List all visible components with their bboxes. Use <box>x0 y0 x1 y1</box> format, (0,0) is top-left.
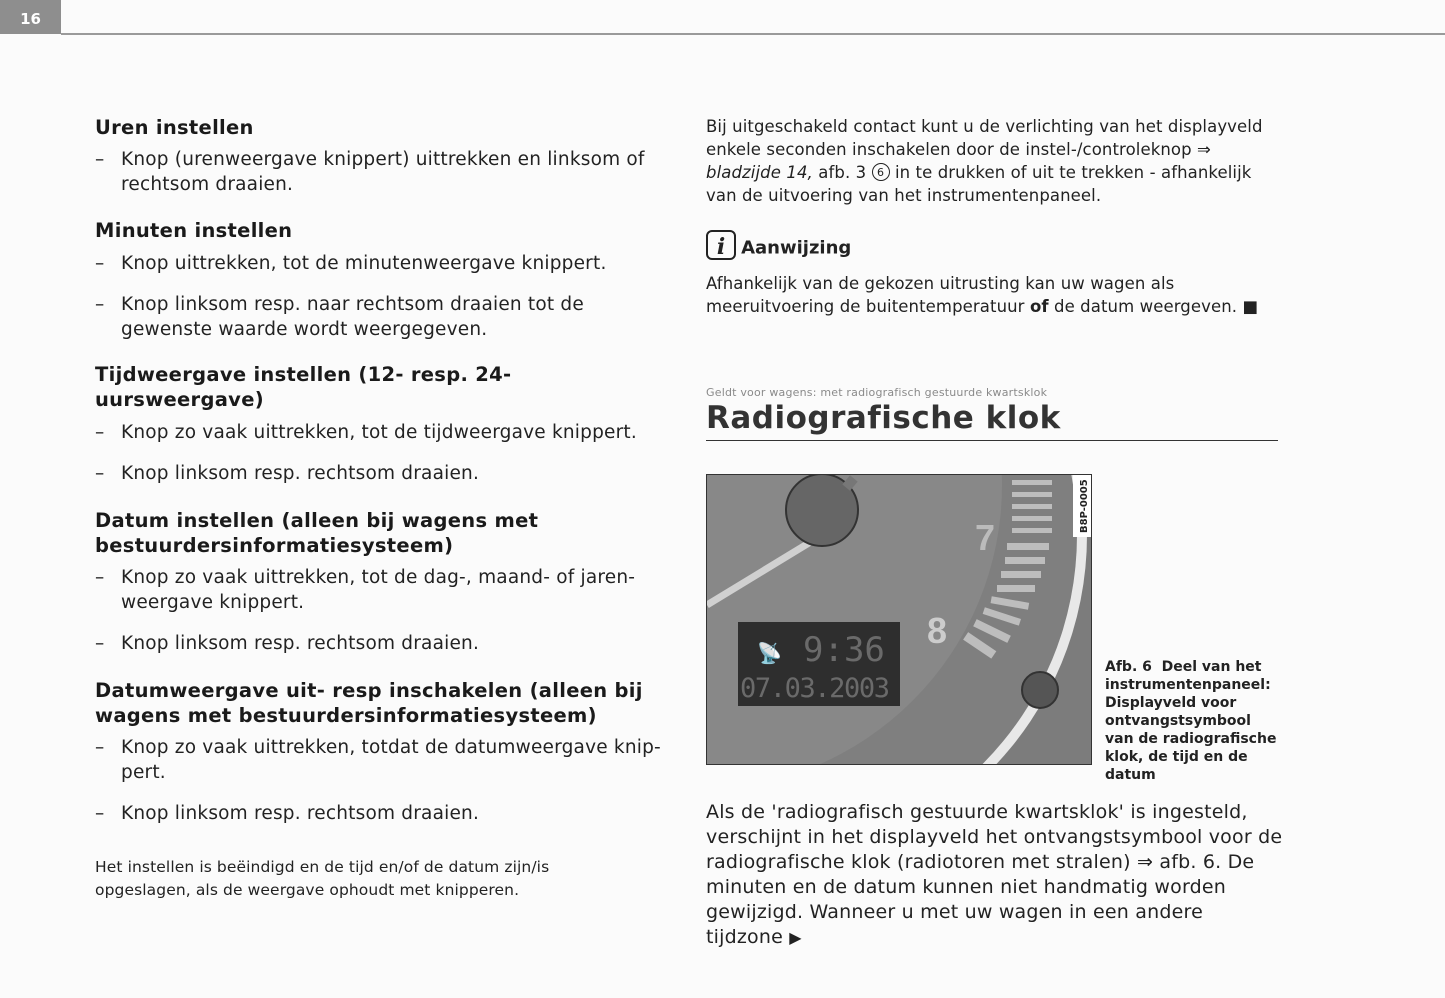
applies-to: Geldt voor wagens: met radiografisch gestuurde kwartsklok <box>706 386 1048 399</box>
footnote: Het instellen is beëindigd en de tijd en/of de datum zijn/is opgeslagen, als de weergave ophoudt met knipperen. <box>95 858 550 899</box>
header-rule <box>61 33 1445 35</box>
info-icon: i <box>706 230 736 260</box>
figure-caption: Afb. 6 Deel van het instrumentenpaneel: Displayveld voor ontvangstsymbool van de radiografische klok, de tijd en de datum <box>1105 659 1277 783</box>
gauge-number-8: 8 <box>927 610 948 651</box>
continue-arrow-icon: ▶ <box>789 928 802 947</box>
list-item: – Knop linksom resp. rechtsom draaien. <box>95 803 480 824</box>
note-text: Afhankelijk van de gekozen uitrusting kan uw wagen als meeruitvoering de buitentemperatuur of de datum weergeven. ■ <box>706 274 1259 316</box>
section-title: Radiografische klok <box>706 400 1061 436</box>
list-item: – Knop uittrekken, tot de minutenweergave knippert. <box>95 253 607 274</box>
list-item: – Knop zo vaak uittrekken, tot de dag-, maand- of jaren-weergave knippert. <box>95 567 636 613</box>
heading-datum: Datum instellen (alleen bij wagens met bestuurdersinformatiesysteem) <box>95 509 539 557</box>
list-item: – Knop zo vaak uittrekken, totdat de datumweergave knip-pert. <box>95 737 661 783</box>
body-paragraph: Als de 'radiografisch gestuurde kwartsklok' is ingesteld, verschijnt in het displayveld het ontvangstsymbool voor de radiografische klok (radiotoren met stralen) ⇒ afb. 6. De minuten en de datum kunnen niet handmatig worden gewijzigd. Wanneer u met uw wagen in een andere tijdzone ▶ <box>706 801 1283 948</box>
list-item: – Knop linksom resp. rechtsom draaien. <box>95 463 480 484</box>
list-item: – Knop linksom resp. rechtsom draaien. <box>95 633 480 654</box>
heading-tijdweergave: Tijdweergave instellen (12- resp. 24-uursweergave) <box>95 363 512 411</box>
note-header <box>706 230 851 260</box>
callout-number: 6 <box>872 163 890 181</box>
figure-instrument-panel <box>706 474 1092 765</box>
display-time: 9:36 <box>803 630 885 670</box>
gauge-number-7: 7 <box>975 517 996 558</box>
display-date: 07.03.2003 <box>740 673 890 704</box>
page-number: 16 <box>0 0 61 34</box>
list-item: – Knop (urenweergave knippert) uittrekken en linksom of rechtsom draaien. <box>95 149 645 195</box>
figure-code: B8P-0005 <box>1079 479 1090 533</box>
heading-datumweergave: Datumweergave uit- resp inschakelen (alleen bij wagens met bestuurdersinformatiesysteem) <box>95 679 643 727</box>
note-title: Aanwijzing <box>741 237 852 259</box>
radio-tower-icon: 📡 <box>757 641 782 665</box>
heading-minuten: Minuten instellen <box>95 219 293 242</box>
heading-uren: Uren instellen <box>95 116 254 139</box>
list-item: – Knop linksom resp. naar rechtsom draaien tot de gewenste waarde wordt weergegeven. <box>95 294 584 340</box>
page-reference-link[interactable]: bladzijde 14, <box>706 163 813 182</box>
list-item: – Knop zo vaak uittrekken, tot de tijdweergave knippert. <box>95 422 637 443</box>
end-mark: ■ <box>1242 297 1259 316</box>
title-rule <box>706 440 1278 441</box>
gauge-illustration <box>707 475 1091 764</box>
intro-paragraph: Bij uitgeschakeld contact kunt u de verlichting van het displayveld enkele seconden inschakelen door de instel-/controleknop ⇒ bladzijde 14, afb. 3 6 in te drukken of uit te trekken - afhankelijk van de uitvoering van het instrumentenpaneel. <box>706 117 1263 205</box>
